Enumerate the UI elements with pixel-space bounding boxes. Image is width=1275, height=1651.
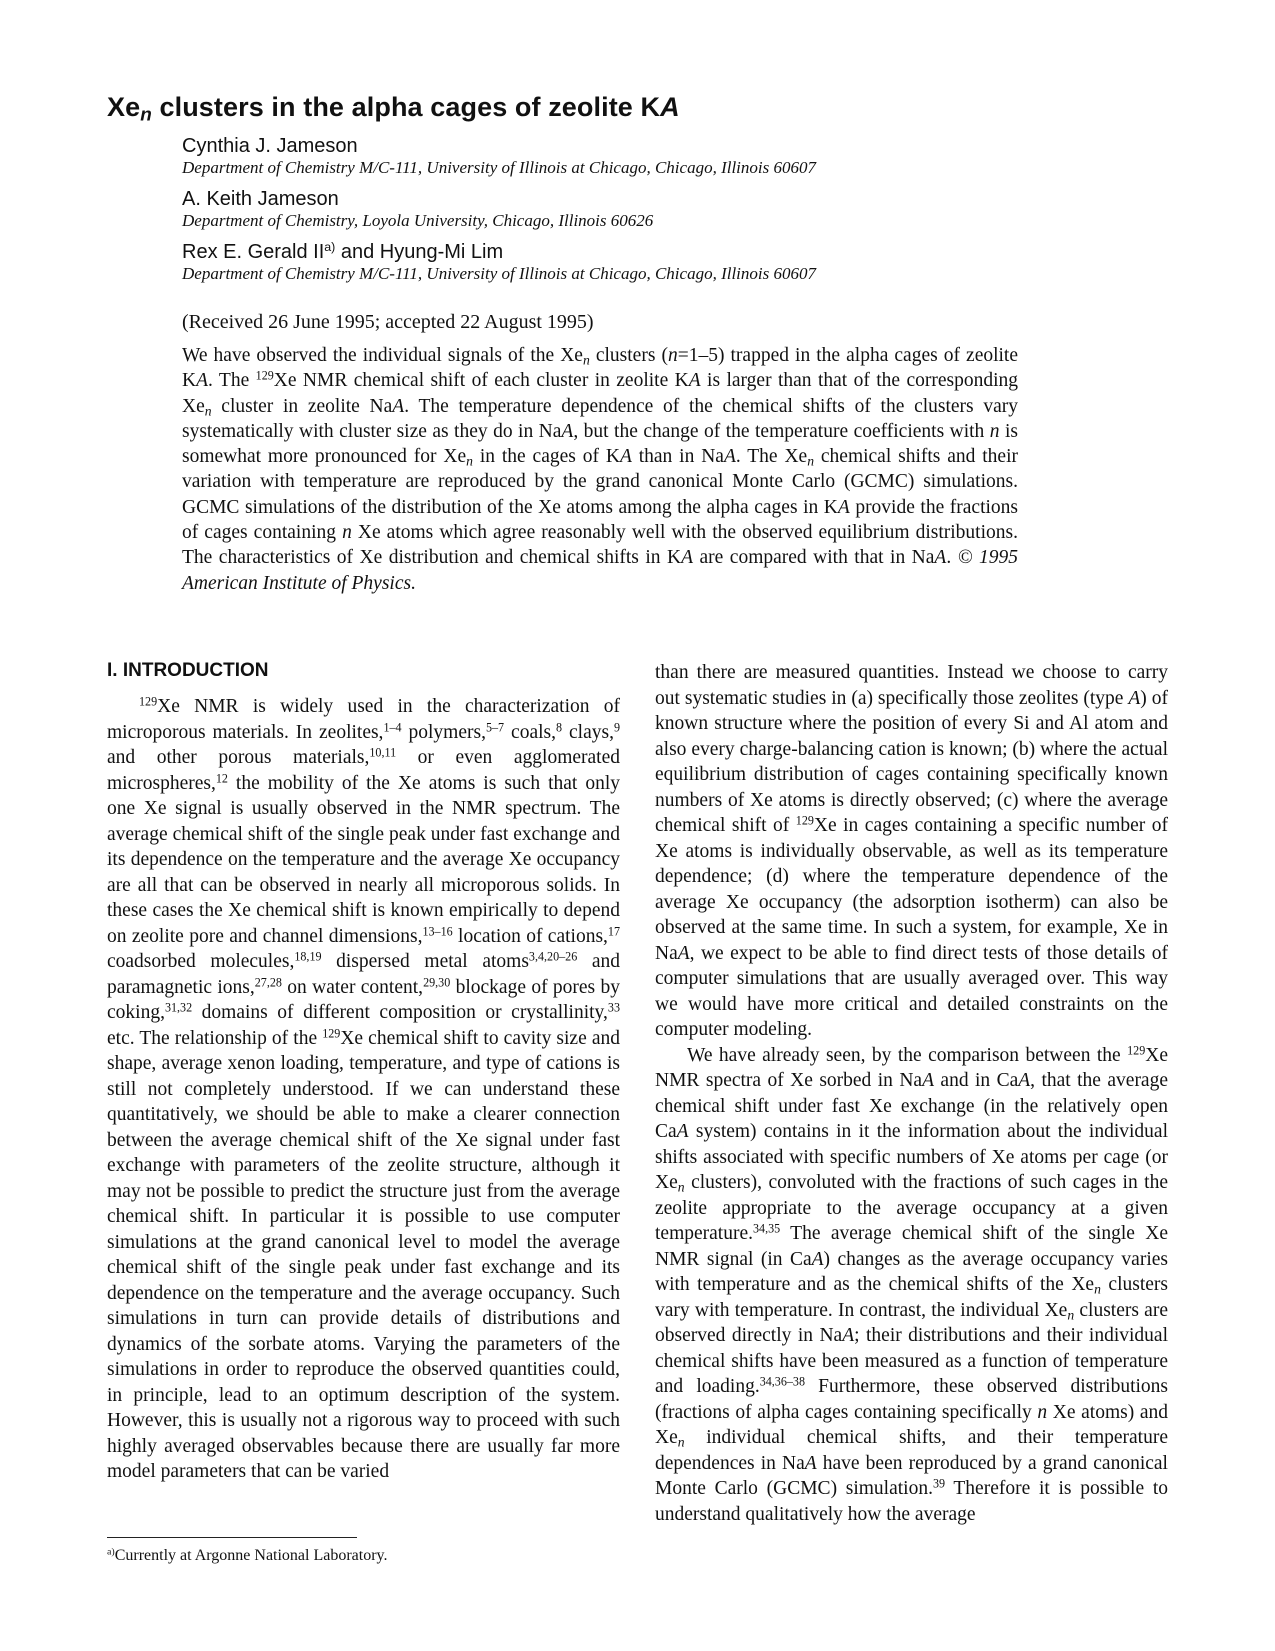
left-column [107, 694, 620, 1485]
affiliation-1: Department of Chemistry M/C-111, University of Illinois at Chicago, Chicago, Illinois 60607 [182, 158, 816, 177]
author-footnote-mark: a) [324, 240, 336, 255]
received-dates: (Received 26 June 1995; accepted 22 August 1995) [182, 311, 594, 333]
right-column [655, 660, 1168, 1527]
intro-paragraph-2: We have already seen, by the comparison between the $^{129}$Xe NMR spectra of Xe sorbed in NaA and in CaA, that the average chemical shift under fast Xe exchange (in the relatively open CaA system) contains in it the information about the individual shifts associated with specific numbers of Xe atoms per cage (or $Xe_n$ clusters), convoluted with the fractions of such cages in the zeolite appropriate to the average occupancy at a given temperature.$^{34,35}$ The average chemical shift of the single Xe NMR signal (in CaA) changes as the average occupancy varies with temperature and as the chemical shifts of the $Xe_n$ clusters vary with temperature. In contrast, the individual $Xe_n$ clusters are observed directly in NaA; their distributions and their individual chemical shifts have been measured as a function of temperature and loading.$^{34,36-38}$ Furthermore, these observed distributions (fractions of alpha cages containing specifically n Xe atoms) and $Xe_n$ individual chemical shifts, and their temperature dependences in NaA have been reproduced by a grand canonical Monte Carlo (GCMC) simulation.$^{39}$ Therefore it is possible to understand qualitatively how the average [655, 1042, 1168, 1525]
footnote [107, 1547, 388, 1565]
affiliation-2: Department of Chemistry, Loyola University, Chicago, Illinois 60626 [182, 211, 654, 230]
footnote-mark: a) [107, 1546, 115, 1558]
abstract: We have observed the individual signals of the $Xe_n$ clusters (n=1–5) trapped in the alpha cages of zeolite KA. The $^{129}$Xe NMR chemical shift of each cluster in zeolite KA is larger than that of the corresponding $Xe_n$ cluster in zeolite NaA. The temperature dependence of the chemical shifts of the clusters vary systematically with cluster size as they do in NaA, but the change of the temperature coefficients with n is somewhat more pronounced for $Xe_n$ in the cages of KA than in NaA. The $Xe_n$ chemical shifts and their variation with temperature are reproduced by the grand canonical Monte Carlo (GCMC) simulations. GCMC simulations of the distribution of the Xe atoms among the alpha cages in KA provide the fractions of cages containing n Xe atoms which agree reasonably well with the observed equilibrium distributions. The characteristics of Xe distribution and chemical shifts in KA are compared with that in NaA. © 1995 American Institute of Physics. [182, 345, 1019, 594]
footnote-rule [107, 1537, 357, 1538]
paper-title: $Xe_n$ clusters in the alpha cages of zeolite KA [107, 92, 680, 126]
footnote-text: Currently at Argonne National Laboratory. [114, 1547, 388, 1564]
intro-paragraph-1-continued: than there are measured quantities. Instead we choose to carry out systematic studies in (a) specifically those zeolites (type A) of known structure where the position of every Si and Al atom and also every charge-balancing cation is known; (b) where the actual equilibrium distribution of cages containing specifically known numbers of Xe atoms is directly observed; (c) where the average chemical shift of $^{129}$Xe in cages containing a specific number of Xe atoms is individually observable, as well as its temperature dependence; (d) where the temperature dependence of the average Xe occupancy (the adsorption isotherm) can also be observed at the same time. In such a system, for example, Xe in NaA, we expect to be able to find direct tests of those details of computer simulations that are usually averaged over. This way we would have more critical and detailed constraints on the computer modeling. [655, 662, 1168, 1040]
intro-paragraph-1: $^{129}$Xe NMR is widely used in the characterization of microporous materials. In zeolites,$^{1-4}$ polymers,$^{5-7}$ coals,$^8$ clays,$^9$ and other porous materials,$^{10,11}$ or even agglomerated microspheres,$^{12}$ the mobility of the Xe atoms is such that only one Xe signal is usually observed in the NMR spectrum. The average chemical shift of the single peak under fast exchange and its dependence on the temperature and the average Xe occupancy are all that can be observed in nearly all microporous solids. In these cases the Xe chemical shift is known empirically to depend on zeolite pore and channel dimensions,$^{13-16}$ location of cations,$^{17}$ coadsorbed molecules,$^{18,19}$ dispersed metal atoms$^{3,4,20-26}$ and paramagnetic ions,$^{27,28}$ on water content,$^{29,30}$ blockage of pores by coking,$^{31,32}$ domains of different composition or crystallinity,$^{33}$ etc. The relationship of the $^{129}$Xe chemical shift to cavity size and shape, average xenon loading, temperature, and type of cations is still not completely understood. If we can understand these quantitatively, we should be able to make a clearer connection between the average chemical shift of the Xe signal under fast exchange with parameters of the zeolite structure, although it may not be possible to predict the structure just from the average chemical shift. In particular it is possible to use computer simulations at the grand canonical level to model the average chemical shift of the single peak under fast exchange and its dependence on the temperature and the average occupancy. Such simulations in turn can provide details of distributions and dynamics of the sorbate atoms. Varying the parameters of the simulations in order to reproduce the observed quantities could, in principle, lead to an optimum description of the system. However, this is usually not a rigorous way to proceed with such highly averaged observables because there are usually far more model parameters that can be varied [107, 694, 621, 1482]
author-1: Cynthia J. Jameson [182, 135, 358, 157]
author-3: Rex E. Gerald II$^{a)}$ and Hyung-Mi Lim [182, 240, 504, 263]
affiliation-3: Department of Chemistry M/C-111, University of Illinois at Chicago, Chicago, Illinois 60607 [182, 264, 816, 283]
section-heading: I. INTRODUCTION [107, 660, 269, 681]
author-2: A. Keith Jameson [182, 188, 339, 210]
